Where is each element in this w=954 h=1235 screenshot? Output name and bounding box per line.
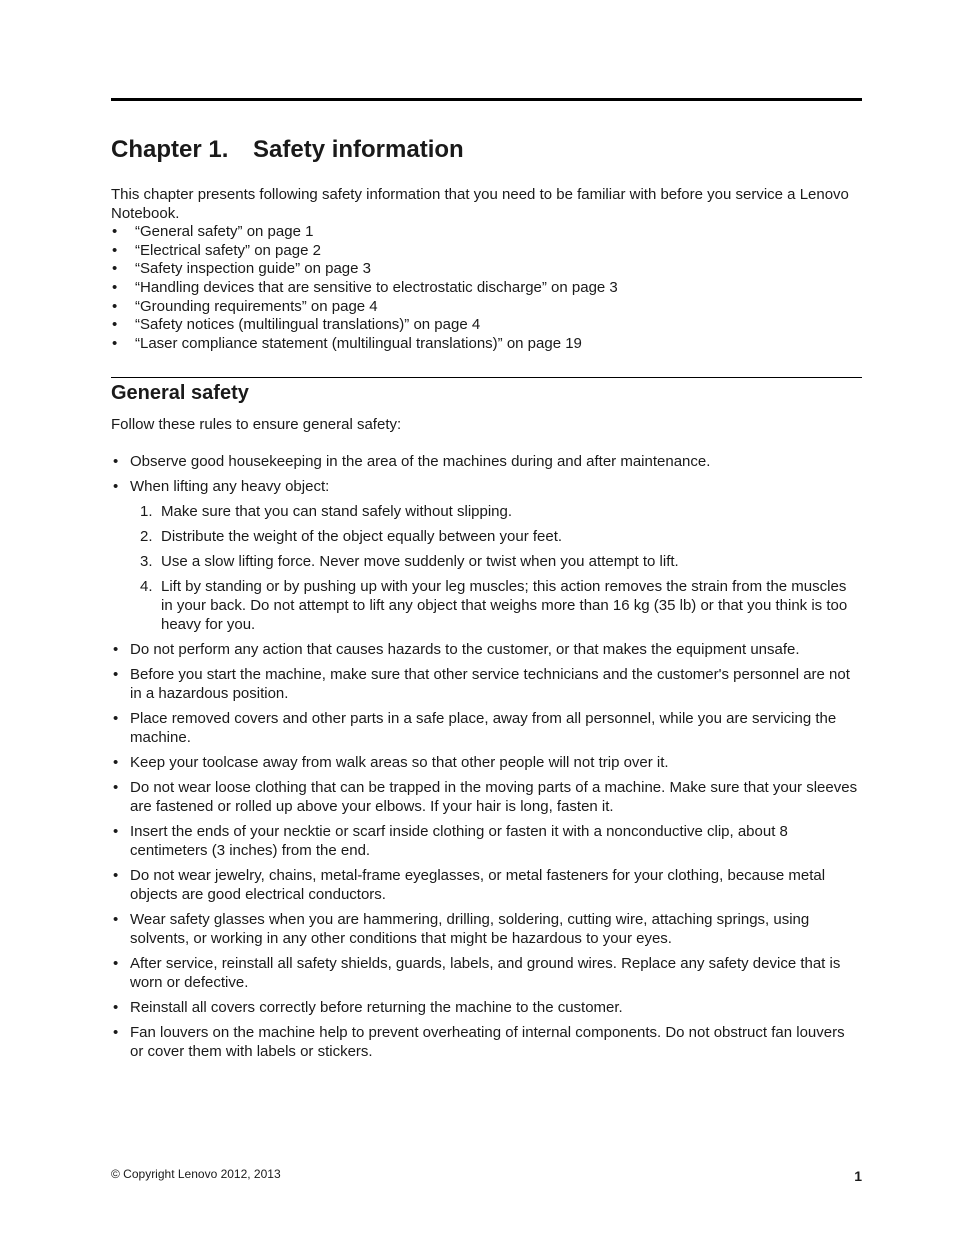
list-item: • Fan louvers on the machine help to prevent overheating of internal components. Do not obstruct fan louvers or cover them with labels or stickers. bbox=[113, 1024, 845, 1060]
list-item: • Wear safety glasses when you are hammering, drilling, soldering, cutting wire, attaching springs, using solvents, or working in any other conditions that might be hazardous to your eyes. bbox=[113, 911, 810, 947]
bullet: • bbox=[112, 279, 118, 297]
general-safety-rules bbox=[111, 452, 862, 1067]
topic-link-electrical-safety[interactable]: • “Electrical safety” on page 2 bbox=[112, 241, 321, 259]
list-item: • Keep your toolcase away from walk areas so that other people will not trip over it. bbox=[113, 754, 669, 771]
section-title-general-safety: General safety bbox=[111, 382, 249, 404]
document-page bbox=[111, 0, 862, 1235]
topic-link-electrostatic-discharge[interactable]: • “Handling devices that are sensitive to electrostatic discharge” on page 3 bbox=[112, 279, 618, 297]
bullet: • bbox=[113, 823, 119, 840]
list-item: • After service, reinstall all safety shields, guards, labels, and ground wires. Replace any safety device that is worn or defective. bbox=[113, 955, 841, 991]
list-item: • Do not wear loose clothing that can be trapped in the moving parts of a machine. Make sure that your sleeves are fastened or rolled up above your elbows. If your hair is long, fasten it. bbox=[113, 779, 858, 815]
footer-copyright: © Copyright Lenovo 2012, 2013 bbox=[111, 1167, 281, 1181]
bullet: • bbox=[112, 223, 118, 240]
bullet: • bbox=[112, 297, 118, 315]
bullet: • bbox=[113, 1024, 119, 1041]
bullet: • bbox=[112, 316, 118, 334]
bullet: • bbox=[113, 666, 119, 683]
footer-page-number: 1 bbox=[854, 1168, 862, 1184]
bullet: • bbox=[113, 955, 119, 972]
topic-link-safety-notices[interactable]: • “Safety notices (multilingual translations)” on page 4 bbox=[112, 316, 481, 334]
bullet: • bbox=[113, 867, 119, 884]
bullet: • bbox=[112, 241, 118, 259]
lifting-step: 4. Lift by standing or by pushing up with your leg muscles; this action removes the strain from the muscles in your back. Do not attempt to lift any object that weighs more than 16 kg (35 lb) or that you think is too heavy for you. bbox=[140, 578, 848, 633]
topic-link-general-safety[interactable]: • “General safety” on page 1 bbox=[112, 223, 314, 240]
list-item: • Observe good housekeeping in the area of the machines during and after maintenance. bbox=[113, 453, 711, 470]
bullet: • bbox=[112, 260, 118, 278]
topic-link-safety-inspection-guide[interactable]: • “Safety inspection guide” on page 3 bbox=[112, 260, 371, 278]
bullet: • bbox=[112, 335, 118, 353]
list-item: • Do not perform any action that causes hazards to the customer, or that makes the equipment unsafe. bbox=[113, 641, 800, 658]
bullet: • bbox=[113, 641, 119, 658]
bullet: • bbox=[113, 453, 119, 470]
bullet: • bbox=[113, 779, 119, 796]
list-item: • When lifting any heavy object: 1. Make sure that you can stand safely without slipping. 2. Distribute the weight of the object equally between your feet. 3. Use a slow lifting force. Never move suddenly or twist when you attempt to lift. 4. Lift by standing or by pushing up with your leg muscles; this action removes the strain from the muscles in your back. Do not attempt to lift any object that weighs more than 16 kg (35 lb) or that you think is too heavy for you. bbox=[111, 477, 862, 634]
chapter-intro: This chapter presents following safety information that you need to be familiar with before you service a Lenovo Notebook. bbox=[111, 186, 849, 222]
topic-link-grounding-requirements[interactable]: • “Grounding requirements” on page 4 bbox=[112, 297, 378, 315]
bullet: • bbox=[113, 911, 119, 928]
chapter-number: Chapter 1. bbox=[111, 136, 229, 163]
list-item: • Insert the ends of your necktie or scarf inside clothing or fasten it with a nonconductive clip, about 8 centimeters (3 inches) from the end. bbox=[113, 823, 788, 859]
lifting-steps bbox=[130, 502, 862, 634]
general-safety-intro: Follow these rules to ensure general safety: bbox=[111, 416, 402, 433]
top-rule bbox=[111, 98, 862, 101]
bullet: • bbox=[113, 710, 119, 727]
bullet: • bbox=[113, 999, 119, 1016]
bullet: • bbox=[113, 478, 119, 495]
list-item: • Do not wear jewelry, chains, metal-frame eyeglasses, or metal fasteners for your clothing, because metal objects are good electrical conductors. bbox=[113, 867, 826, 903]
lifting-step: 3. Use a slow lifting force. Never move suddenly or twist when you attempt to lift. bbox=[140, 553, 679, 570]
list-item: • Reinstall all covers correctly before returning the machine to the customer. bbox=[113, 999, 623, 1016]
topic-link-laser-compliance[interactable]: • “Laser compliance statement (multilingual translations)” on page 19 bbox=[112, 335, 582, 353]
lifting-step: 1. Make sure that you can stand safely without slipping. bbox=[140, 503, 513, 520]
chapter-topic-list bbox=[111, 223, 618, 354]
bullet: • bbox=[113, 754, 119, 771]
lifting-step: 2. Distribute the weight of the object equally between your feet. bbox=[140, 528, 563, 545]
list-item: • Before you start the machine, make sure that other service technicians and the customer's personnel are not in a hazardous position. bbox=[113, 666, 850, 702]
chapter-title-text: Safety information bbox=[253, 136, 464, 163]
section-rule bbox=[111, 377, 862, 378]
chapter-title bbox=[111, 134, 464, 166]
list-item: • Place removed covers and other parts in a safe place, away from all personnel, while you are servicing the machine. bbox=[113, 710, 837, 746]
